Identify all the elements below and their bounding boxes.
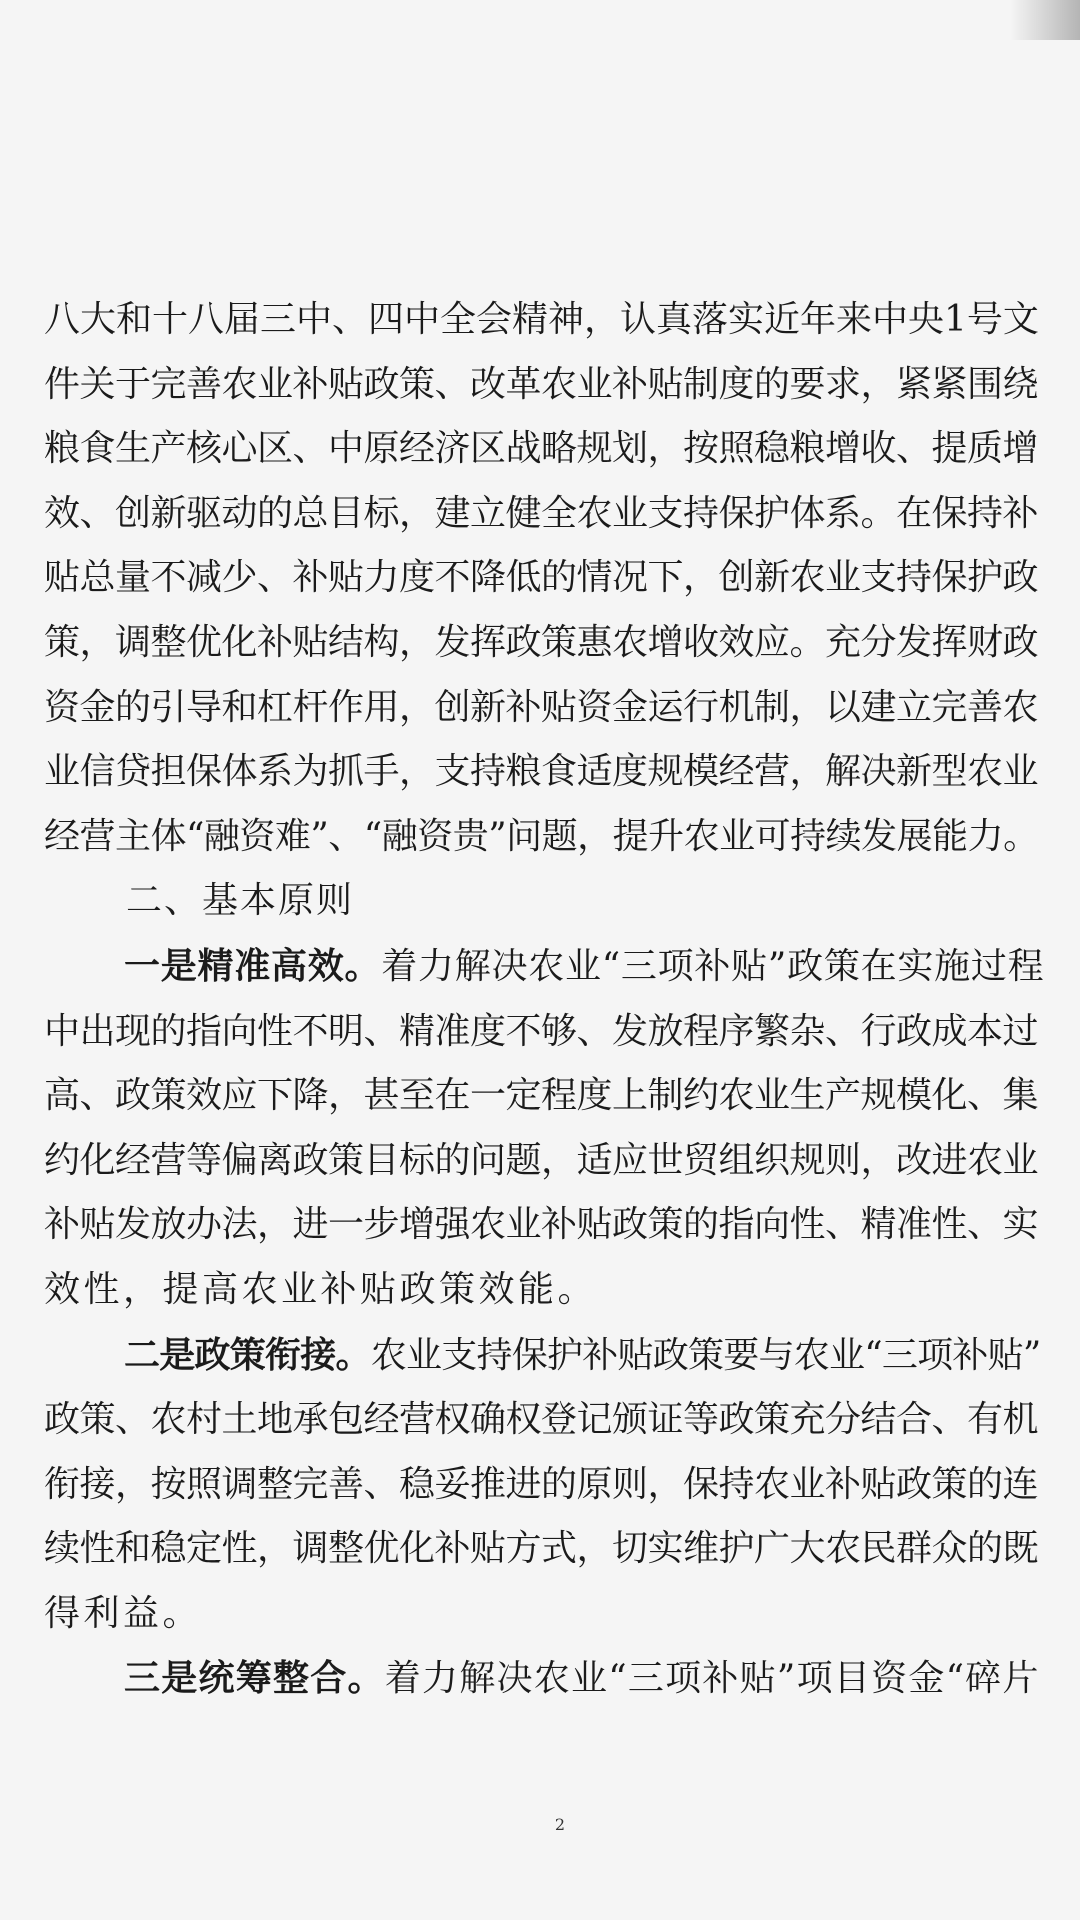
text-line: 续性和稳定性，调整优化补贴方式，切实维护广大农民群众的既 (44, 1528, 1039, 1570)
paragraph-first-line (44, 1323, 1044, 1389)
text-line: 粮食生产核心区、中原经济区战略规划，按照稳粮增收、提质增 (44, 428, 1039, 470)
text-line: 八大和十八届三中、四中全会精神，认真落实近年来中央1号文 (44, 299, 1039, 340)
section-heading: 二、基本原则 (126, 880, 355, 922)
paragraph-text: 着力解决农业“三项补贴”项目资金“碎片 (384, 1658, 1040, 1700)
text-line: 资金的引导和杠杆作用，创新补贴资金运行机制，以建立完善农 (44, 686, 1039, 728)
text-line: 约化经营等偏离政策目标的问题，适应世贸组织规则，改进农业 (44, 1139, 1039, 1181)
principle-title: 三是统筹整合。 (124, 1657, 385, 1700)
text-line: 效、创新驱动的总目标，建立健全农业支持保护体系。在保持补 (44, 492, 1039, 534)
paragraph-text: 着力解决农业“三项补贴”政策在实施过程 (381, 945, 1045, 987)
document-body (44, 288, 1044, 1712)
text-line: 贴总量不减少、补贴力度不降低的情况下，创新农业支持保护政 (44, 557, 1039, 599)
text-line: 业信贷担保体系为抓手，支持粮食适度规模经营，解决新型农业 (44, 751, 1039, 793)
text-line: 高、政策效应下降，甚至在一定程度上制约农业生产规模化、集 (44, 1075, 1039, 1117)
text-line: 策，调整优化补贴结构，发挥政策惠农增收效应。充分发挥财政 (44, 621, 1039, 663)
paragraph-first-line (44, 1646, 1044, 1712)
paragraph-text: 农业支持保护补贴政策要与农业“三项补贴” (370, 1334, 1041, 1376)
page-number: 2 (554, 1815, 566, 1834)
text-line: 政策、农村土地承包经营权确权登记颁证等政策充分结合、有机 (44, 1399, 1039, 1441)
text-line: 得利益。 (44, 1592, 203, 1634)
text-line: 衔接，按照调整完善、稳妥推进的原则，保持农业补贴政策的连 (44, 1463, 1039, 1505)
paragraph-first-line (44, 934, 1044, 1000)
text-line: 经营主体“融资难”、“融资贵”问题，提升农业可持续发展能力。 (44, 815, 1039, 857)
page-corner-shadow (1010, 0, 1080, 40)
principle-title: 二是政策衔接。 (124, 1333, 371, 1376)
principle-title: 一是精准高效。 (124, 944, 382, 987)
text-line: 效性，提高农业补贴政策效能。 (44, 1268, 598, 1310)
text-line: 件关于完善农业补贴政策、改革农业补贴制度的要求，紧紧围绕 (44, 363, 1039, 405)
text-line: 中出现的指向性不明、精准度不够、发放程序繁杂、行政成本过 (44, 1010, 1039, 1052)
text-line: 补贴发放办法，进一步增强农业补贴政策的指向性、精准性、实 (44, 1204, 1039, 1246)
